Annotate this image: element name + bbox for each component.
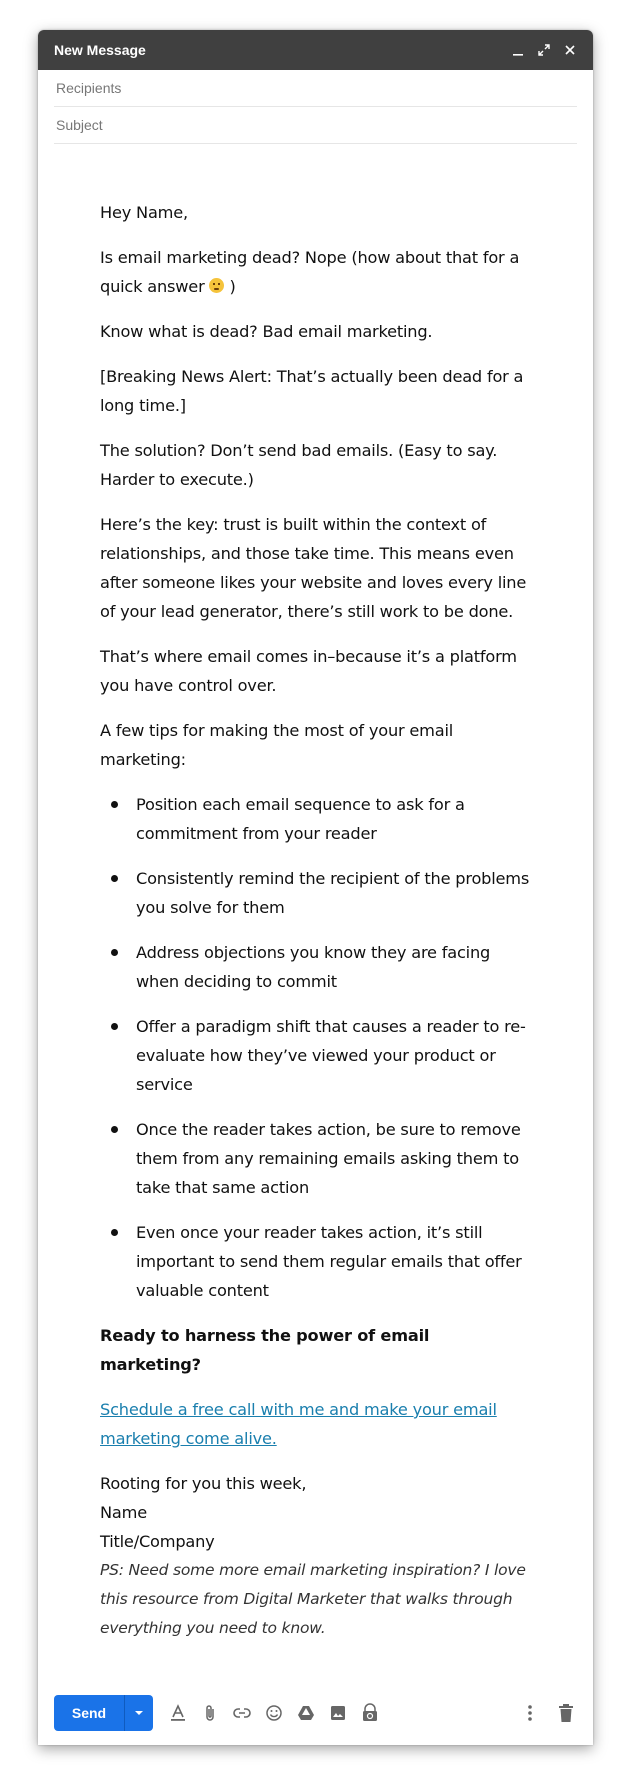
trash-icon[interactable] [555, 1702, 577, 1724]
list-item: Once the reader takes action, be sure to remove them from any remaining emails asking them to take that same action [136, 1115, 530, 1202]
paragraph-1-text: Is email marketing dead? Nope (how about that for a quick answer [100, 248, 520, 296]
toolbar-right [519, 1702, 577, 1724]
link-icon[interactable] [231, 1702, 253, 1724]
emoji-icon[interactable] [263, 1702, 285, 1724]
signature-name: Name [100, 1503, 147, 1522]
subject-input[interactable] [54, 116, 577, 134]
schedule-call-link[interactable]: Schedule a free call with me and make your email marketing come alive. [100, 1400, 497, 1448]
list-item: Even once your reader takes action, it’s still important to send them regular emails that offer valuable content [136, 1218, 530, 1305]
minimize-icon[interactable] [511, 43, 525, 57]
formatting-tools [167, 1702, 381, 1724]
recipients-row [54, 70, 577, 107]
caret-down-icon [134, 1710, 144, 1716]
greeting: Hey Name, [100, 203, 188, 222]
paragraph-2: Know what is dead? Bad email marketing. [100, 322, 433, 341]
drive-icon[interactable] [295, 1702, 317, 1724]
titlebar-controls [511, 43, 577, 57]
compose-toolbar [54, 1695, 577, 1731]
paragraph-6: That’s where email comes in–because it’s a platform you have control over. [100, 647, 517, 695]
compose-title: New Message [54, 42, 146, 58]
subject-row [54, 107, 577, 144]
list-item: Position each email sequence to ask for a commitment from your reader [136, 790, 530, 848]
winking-face-emoji-icon [209, 278, 224, 293]
photo-icon[interactable] [327, 1702, 349, 1724]
signature [100, 1469, 530, 1556]
message-body[interactable] [100, 198, 530, 1659]
postscript: PS: Need some more email marketing inspiration? I love this resource from Digital Marketer that walks through everything you need to know. [100, 1561, 526, 1637]
send-button[interactable]: Send [54, 1695, 124, 1731]
recipients-input[interactable] [54, 79, 577, 97]
compose-titlebar[interactable] [38, 30, 593, 70]
confidential-mode-icon[interactable] [359, 1702, 381, 1724]
cta-heading: Ready to harness the power of email marketing? [100, 1326, 430, 1374]
paragraph-4: The solution? Don’t send bad emails. (Easy to say. Harder to execute.) [100, 441, 498, 489]
expand-icon[interactable] [537, 43, 551, 57]
more-vert-icon[interactable] [519, 1702, 541, 1724]
attach-icon[interactable] [199, 1702, 221, 1724]
paragraph-1 [100, 243, 530, 301]
list-item: Address objections you know they are facing when deciding to commit [136, 938, 530, 996]
tips-list [100, 790, 530, 1305]
close-icon[interactable] [563, 43, 577, 57]
signature-title: Title/Company [100, 1532, 215, 1551]
paragraph-1-close: ) [229, 277, 236, 296]
list-item: Consistently remind the recipient of the problems you solve for them [136, 864, 530, 922]
send-options-button[interactable] [124, 1695, 153, 1731]
formatting-icon[interactable] [167, 1702, 189, 1724]
signoff: Rooting for you this week, [100, 1474, 307, 1493]
paragraph-3: [Breaking News Alert: That’s actually been dead for a long time.] [100, 367, 524, 415]
paragraph-5: Here’s the key: trust is built within the context of relationships, and those take time. This means even after someone likes your website and loves every line of your lead generator, there’s still work to be done. [100, 515, 527, 621]
compose-window [38, 30, 593, 1745]
paragraph-7: A few tips for making the most of your email marketing: [100, 721, 454, 769]
list-item: Offer a paradigm shift that causes a reader to re-evaluate how they’ve viewed your product or service [136, 1012, 530, 1099]
cta-paragraph [100, 1395, 530, 1453]
